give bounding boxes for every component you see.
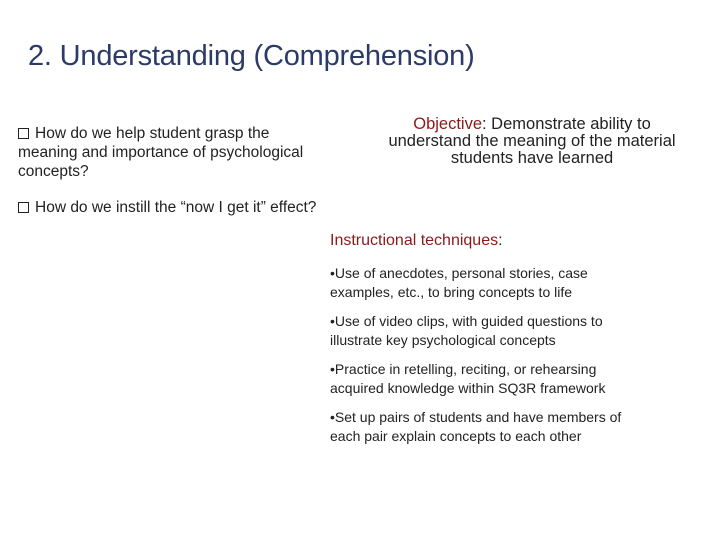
questions-list [18, 124, 323, 234]
instructional-label: Instructional techniques [330, 232, 499, 249]
list-item: •Use of video clips, with guided questions to illustrate key psychological concepts [330, 313, 603, 348]
objective-text: : Demonstrate ability to understand the meaning of the material students have learned [388, 115, 676, 167]
question-item [18, 198, 323, 217]
checkbox-bullet-icon [18, 202, 29, 213]
question-text: How do we help student grasp the meaning and importance of psychological concepts? [18, 125, 304, 180]
instructional-techniques-heading [330, 232, 503, 250]
instructional-colon: : [498, 232, 503, 249]
question-text: How do we instill the “now I get it” effect? [35, 199, 317, 216]
instructional-list [330, 264, 640, 456]
objective-label: Objective [413, 115, 483, 133]
list-item: •Set up pairs of students and have members of each pair explain concepts to each other [330, 409, 622, 444]
objective-block [372, 116, 692, 167]
checkbox-bullet-icon [18, 128, 29, 139]
list-item: •Use of anecdotes, personal stories, case examples, etc., to bring concepts to life [330, 265, 588, 300]
question-item [18, 124, 323, 181]
list-item: •Practice in retelling, reciting, or rehearsing acquired knowledge within SQ3R framework [330, 361, 606, 396]
slide-title: 2. Understanding (Comprehension) [28, 40, 475, 72]
